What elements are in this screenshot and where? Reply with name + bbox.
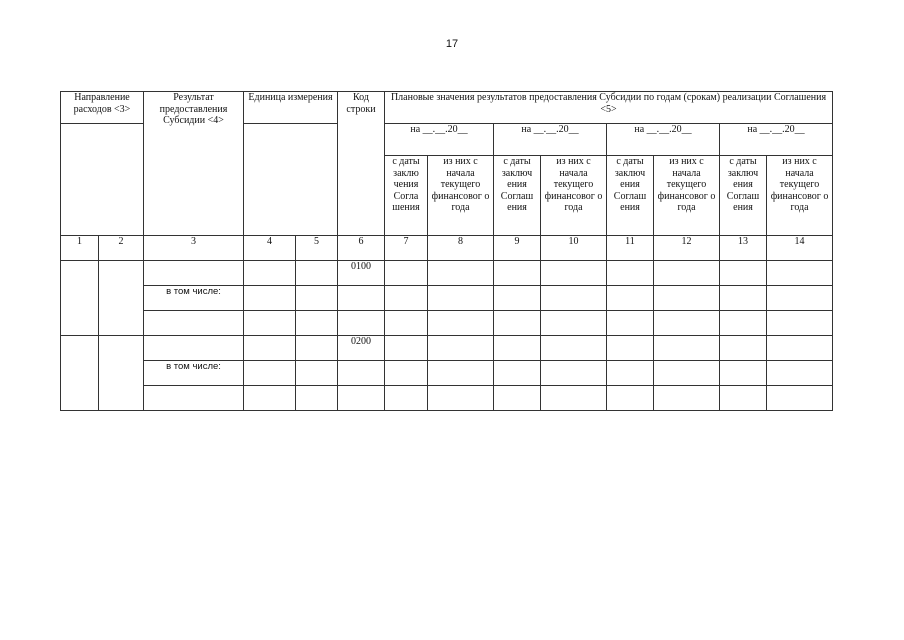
header-line-code: Код строки: [338, 92, 385, 236]
page-number: 17: [445, 38, 459, 50]
from-year-header: из них с начала текущего финансовог о года: [541, 156, 607, 236]
column-number: 13: [720, 236, 767, 261]
table-row: [61, 336, 833, 361]
period-header: на __.__.20__: [720, 124, 833, 156]
column-number: 9: [494, 236, 541, 261]
header-unit: Единица измерения: [244, 92, 338, 124]
header-planned-values: Плановые значения результатов предоставления Субсидии по годам (срокам) реализации Соглашения <5>: [385, 92, 833, 124]
from-year-header: из них с начала текущего финансовог о года: [654, 156, 720, 236]
column-number: 5: [296, 236, 338, 261]
column-number: 6: [338, 236, 385, 261]
column-number: 3: [144, 236, 244, 261]
table-row: [61, 261, 833, 286]
including-label: в том числе:: [144, 286, 244, 311]
header-result: Результат предоставления Субсидии <4>: [144, 92, 244, 236]
table-row: [61, 311, 833, 336]
period-header: на __.__.20__: [494, 124, 607, 156]
column-number: 4: [244, 236, 296, 261]
from-date-header: с даты заключ ения Соглаш ения: [494, 156, 541, 236]
column-number: 14: [767, 236, 833, 261]
period-header: на __.__.20__: [607, 124, 720, 156]
line-code-cell: 0200: [338, 336, 385, 361]
column-number: 12: [654, 236, 720, 261]
header-direction: Направление расходов <3>: [61, 92, 144, 124]
from-year-header: из них с начала текущего финансовог о года: [428, 156, 494, 236]
from-date-header: с даты заклю чения Согла шения: [385, 156, 428, 236]
subsidy-results-table: [60, 91, 833, 411]
column-number: 10: [541, 236, 607, 261]
column-number: 1: [61, 236, 99, 261]
column-number: 2: [99, 236, 144, 261]
column-number: 8: [428, 236, 494, 261]
table-row: [61, 386, 833, 411]
table-row: [61, 361, 833, 386]
column-number: 11: [607, 236, 654, 261]
column-number: 7: [385, 236, 428, 261]
period-header: на __.__.20__: [385, 124, 494, 156]
line-code-cell: 0100: [338, 261, 385, 286]
from-year-header: из них с начала текущего финансовог о года: [767, 156, 833, 236]
table-row: [61, 286, 833, 311]
from-date-header: с даты заключ ения Соглаш ения: [720, 156, 767, 236]
from-date-header: с даты заключ ения Соглаш ения: [607, 156, 654, 236]
including-label: в том числе:: [144, 361, 244, 386]
